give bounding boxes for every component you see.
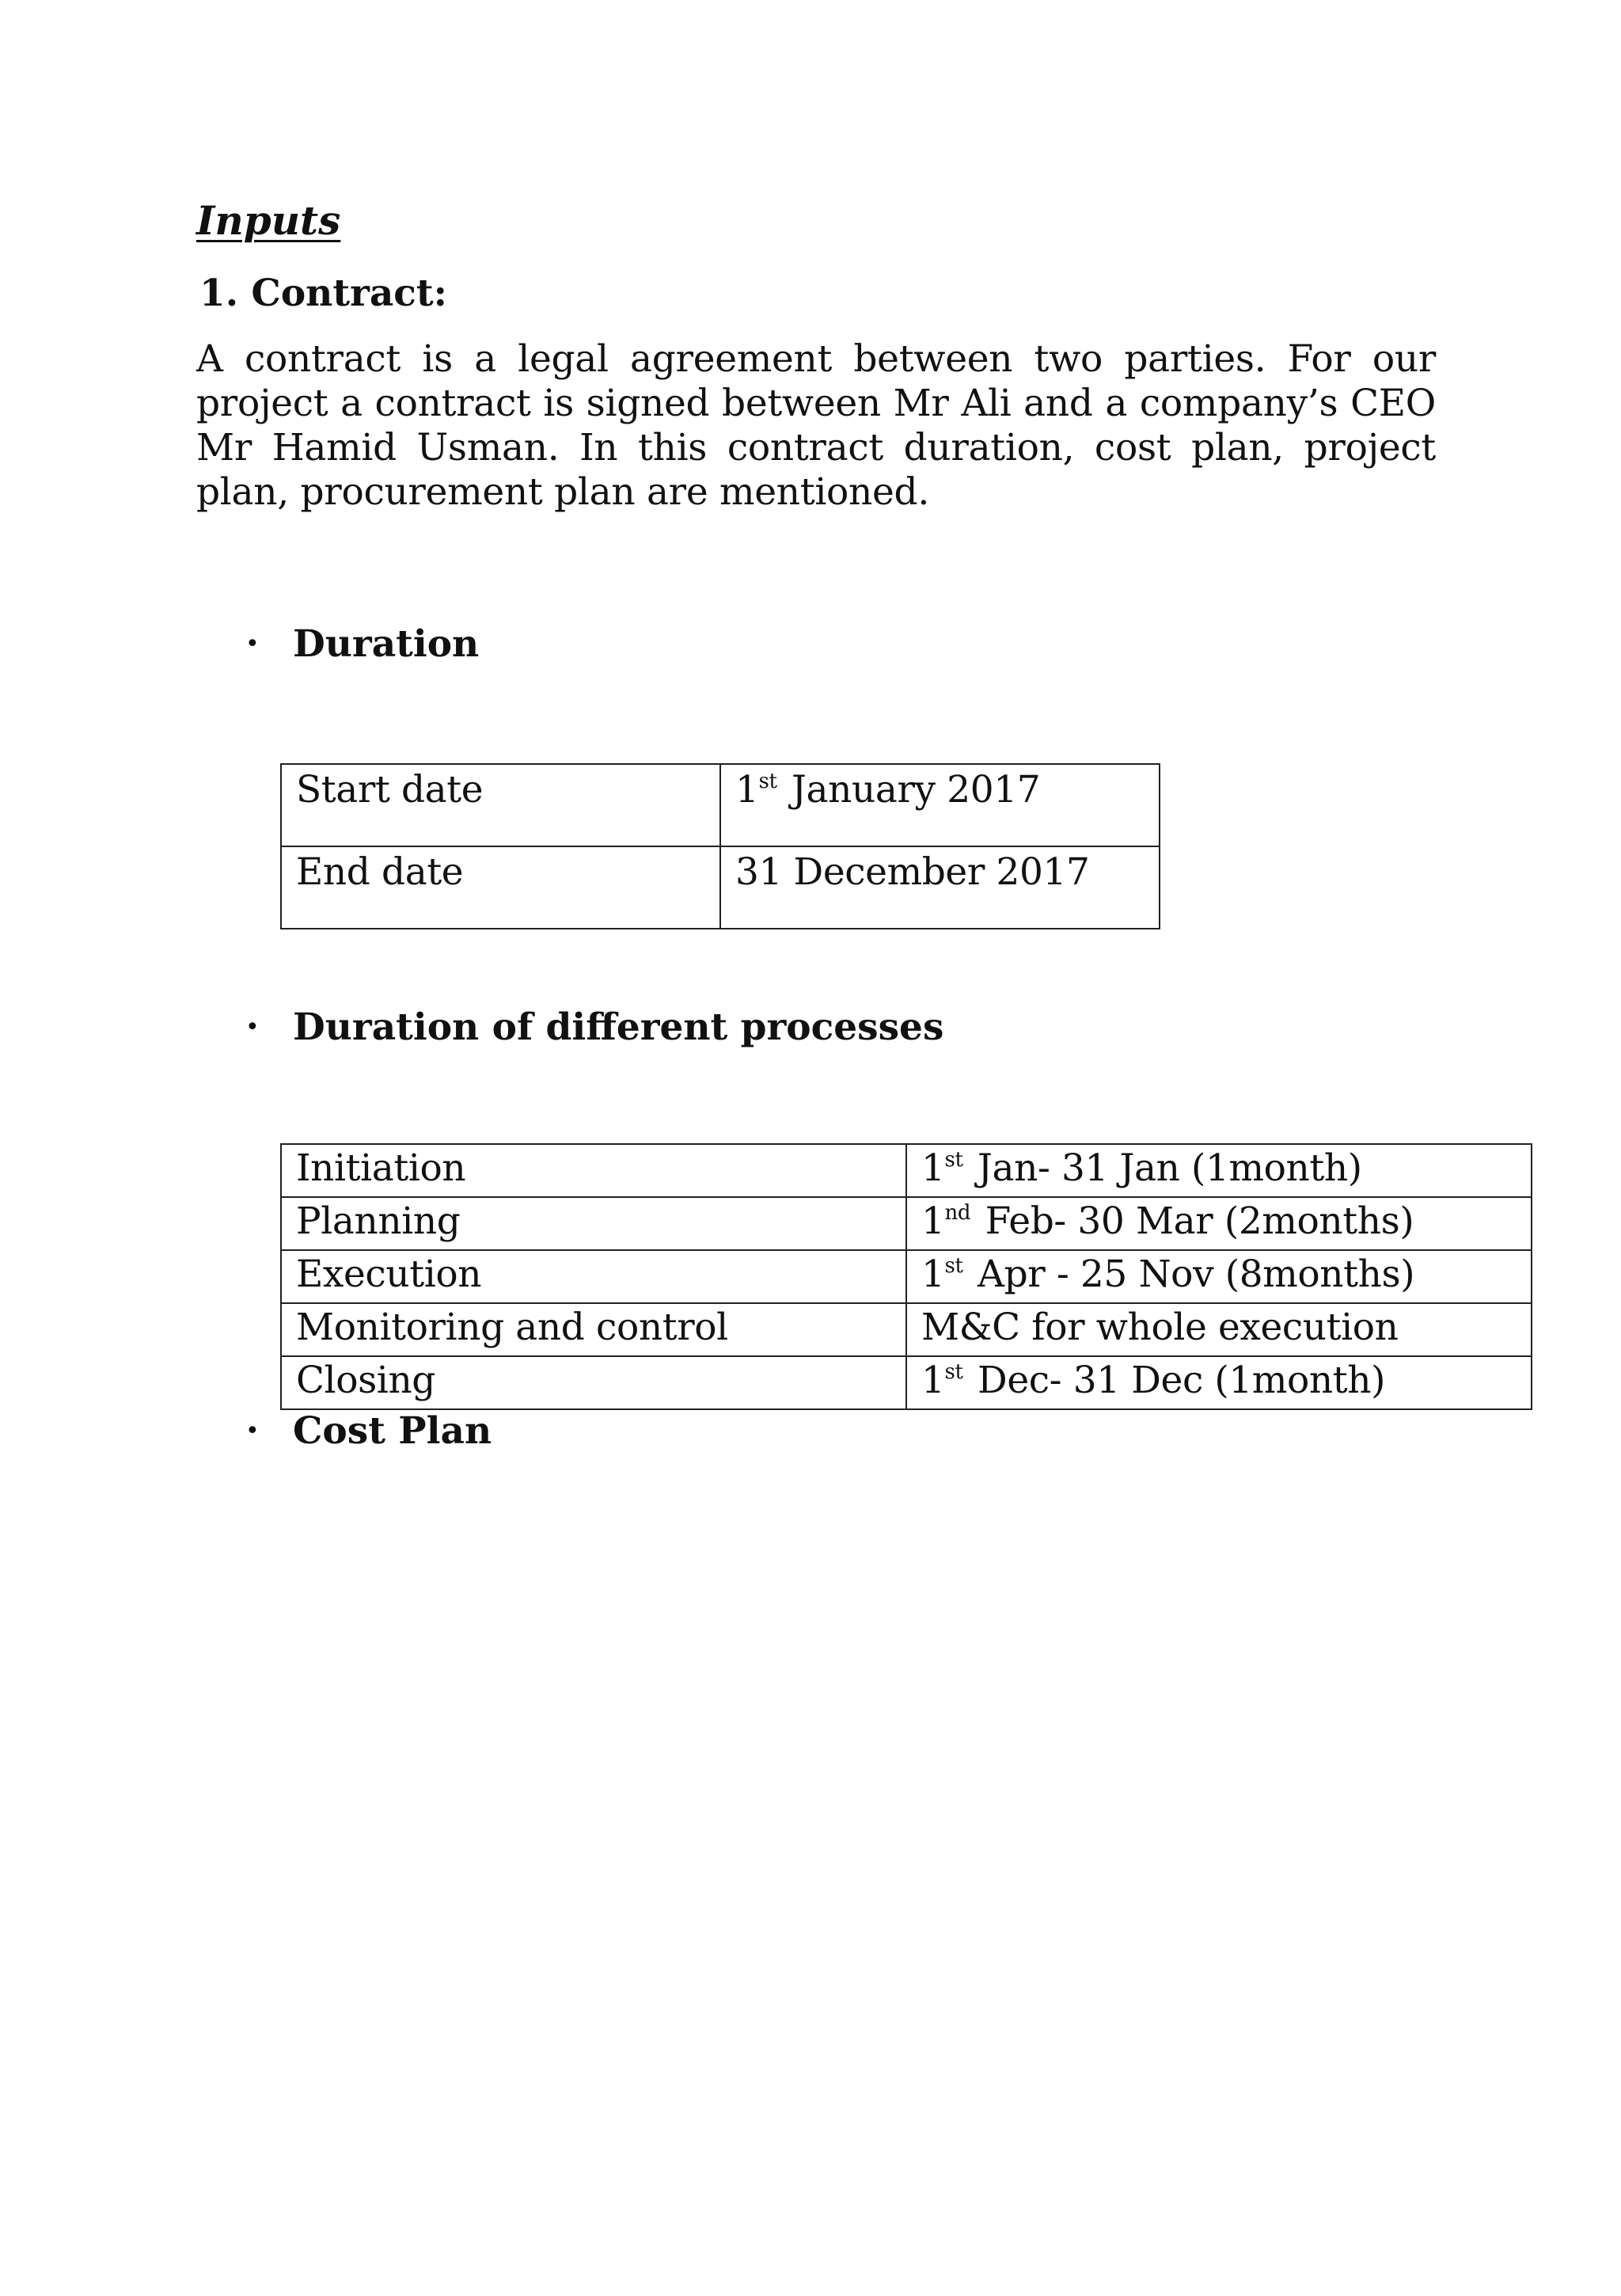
table-cell: End date <box>281 846 720 929</box>
table-cell: Closing <box>281 1356 906 1409</box>
table-cell <box>906 1356 1532 1409</box>
table-cell: Execution <box>281 1250 906 1303</box>
table-row <box>281 846 1160 929</box>
table-cell: Monitoring and control <box>281 1303 906 1356</box>
bullet-dot-icon: • <box>245 1417 260 1445</box>
table-row <box>281 1356 1532 1409</box>
ordinal-suffix: nd <box>944 1201 971 1225</box>
table-cell: Start date <box>281 764 720 846</box>
table-cell <box>906 1144 1532 1197</box>
contract-paragraph: A contract is a legal agreement between two parties. For our project a contract is signed between Mr Ali and a company’s CEO Mr Hamid Usman. In this contract duration, cost plan, project plan, procurement plan are mentioned. <box>196 337 1436 514</box>
date-text: Apr - 25 Nov (8months) <box>966 1253 1415 1296</box>
bullet-duration <box>245 621 479 673</box>
bullet-label: Cost Plan <box>293 1409 492 1453</box>
duration-table <box>280 763 1160 929</box>
day-number: 1 <box>921 1359 945 1402</box>
bullet-label: Duration of different processes <box>293 1005 944 1049</box>
bullet-dot-icon: • <box>245 630 260 658</box>
table-row <box>281 1144 1532 1197</box>
ordinal-suffix: st <box>758 770 777 793</box>
table-row <box>281 1303 1532 1356</box>
day-number: 1 <box>921 1146 945 1190</box>
table-cell: Planning <box>281 1197 906 1250</box>
table-row <box>281 1197 1532 1250</box>
bullet-dot-icon: • <box>245 1013 260 1041</box>
table-cell: Initiation <box>281 1144 906 1197</box>
day-number: 1 <box>921 1253 945 1296</box>
table-cell <box>906 1197 1532 1250</box>
date-text: Jan- 31 Jan (1month) <box>966 1146 1362 1190</box>
date-text: January 2017 <box>780 768 1041 812</box>
page-heading: Inputs <box>196 197 341 244</box>
table-row <box>281 1250 1532 1303</box>
day-number: 1 <box>735 768 759 812</box>
process-table <box>280 1143 1532 1410</box>
date-text: Feb- 30 Mar (2months) <box>974 1199 1414 1243</box>
bullet-label: Duration <box>293 622 480 666</box>
table-cell <box>906 1250 1532 1303</box>
table-cell: M&C for whole execution <box>906 1303 1532 1356</box>
bullet-processes <box>245 1004 943 1056</box>
section-title: 1. Contract: <box>199 272 447 315</box>
date-text: Dec- 31 Dec (1month) <box>966 1359 1386 1402</box>
day-number: 1 <box>921 1199 945 1243</box>
ordinal-suffix: st <box>944 1360 963 1384</box>
ordinal-suffix: st <box>944 1254 963 1278</box>
table-row <box>281 764 1160 846</box>
bullet-cost-plan <box>245 1408 492 1460</box>
table-cell: 31 December 2017 <box>720 846 1160 929</box>
table-cell <box>720 764 1160 846</box>
ordinal-suffix: st <box>944 1148 963 1172</box>
